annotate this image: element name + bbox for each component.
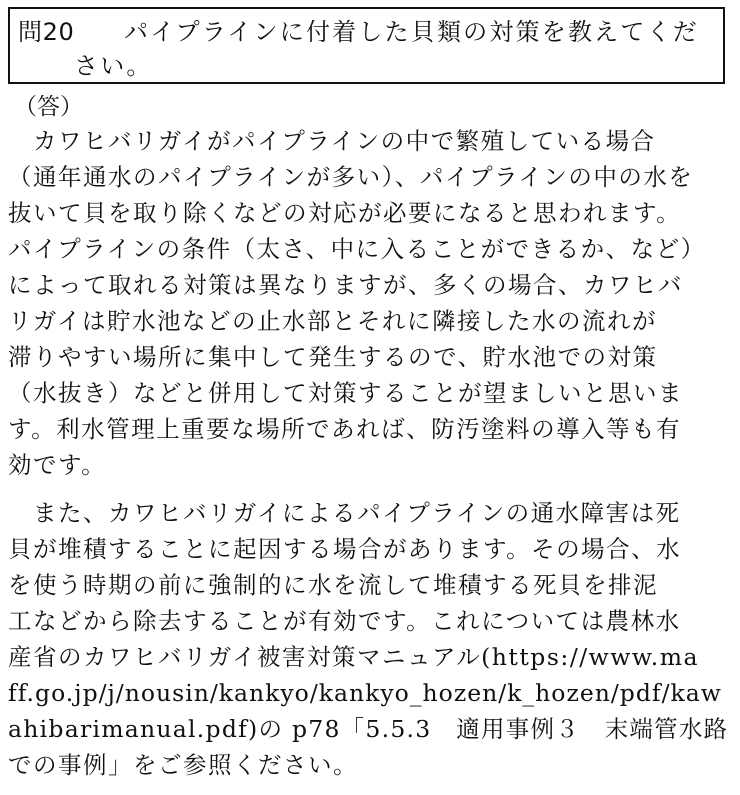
answer-line: （通年通水のパイプラインが多い）、パイプラインの中の水を	[8, 163, 694, 191]
answer-line: （水抜き）などと併用して対策することが望ましいと思いま	[8, 379, 683, 407]
answer-line: ahibarimanual.pdf)の p78「5.5.3 適用事例３ 末端管水路	[8, 715, 729, 743]
answer-line: を使う時期の前に強制的に水を流して堆積する死貝を排泥	[8, 571, 658, 599]
answer-line: また、カワヒバリガイによるパイプラインの通水障害は死	[8, 499, 681, 527]
answer-line: 産省のカワヒバリガイ被害対策マニュアル(https://www.ma	[8, 643, 699, 671]
answer-line: カワヒバリガイがパイプラインの中で繁殖している場合	[8, 127, 656, 155]
answer-line: 工などから除去することが有効です。これについては農林水	[8, 607, 681, 635]
answer-line: 効です。	[8, 451, 107, 479]
question-text-line-2: さい。	[74, 52, 153, 80]
answer-line: 貝が堆積することに起因する場合があります。その場合、水	[8, 535, 682, 563]
answer-line: 抜いて貝を取り除くなどの対応が必要になると思われます。	[8, 199, 682, 227]
answer-line: によって取れる対策は異なりますが、多くの場合、カワヒバ	[8, 271, 683, 299]
question-text-line-1: パイプラインに付着した貝類の対策を教えてくだ	[124, 18, 699, 46]
answer-line: す。利水管理上重要な場所であれば、防汚塗料の導入等も有	[8, 415, 682, 443]
answer-line: パイプラインの条件（太さ、中に入ることができるか、など）	[8, 235, 706, 263]
answer-line: での事例」をご参照ください。	[8, 751, 358, 779]
question-number: 問20	[18, 18, 75, 46]
answer-label: （答）	[14, 94, 83, 120]
answer-line: ff.go.jp/j/nousin/kankyo/kankyo_hozen/k_hozen/pdf/kaw	[8, 679, 722, 707]
answer-line: リガイは貯水池などの止水部とそれに隣接した水の流れが	[8, 307, 658, 335]
answer-line: 滞りやすい場所に集中して発生するので、貯水池での対策	[8, 343, 658, 371]
question-box	[8, 7, 725, 84]
